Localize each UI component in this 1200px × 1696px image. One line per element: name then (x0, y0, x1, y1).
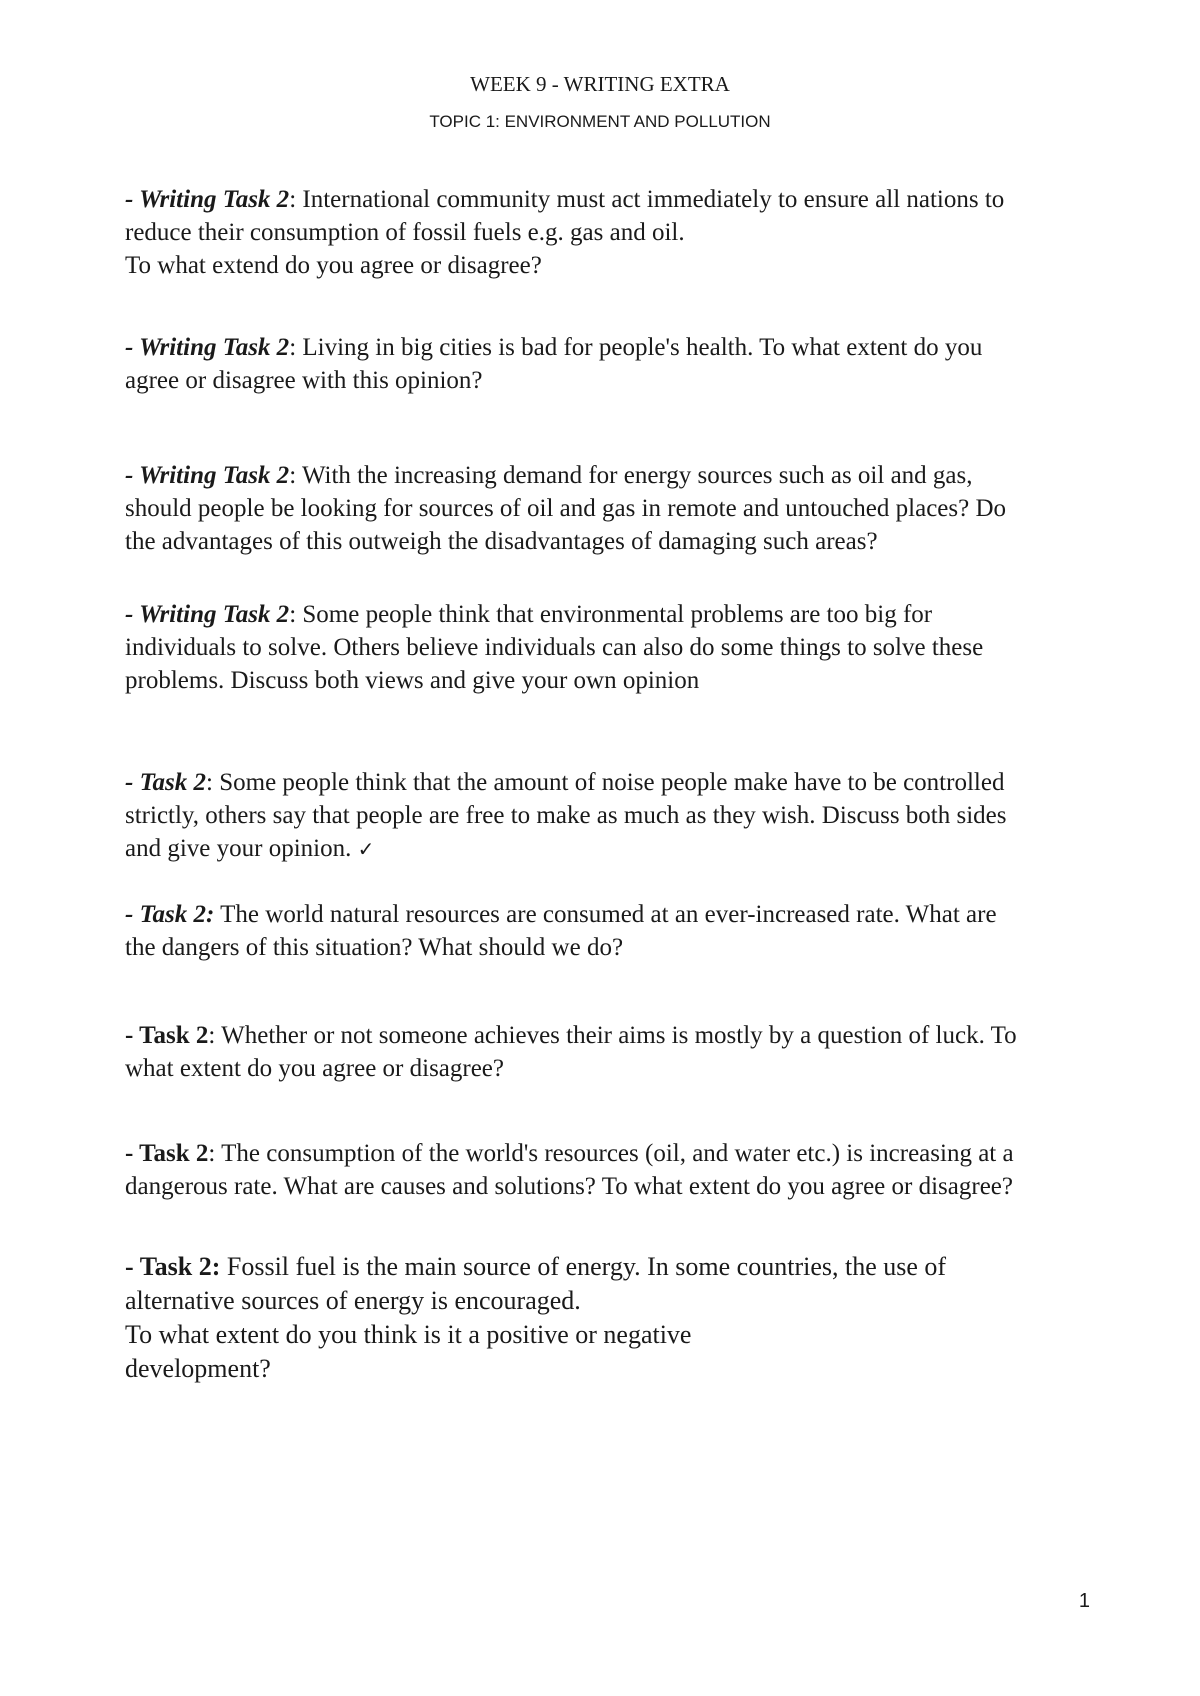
task-lead-separator: : (289, 186, 297, 213)
task-line: the advantages of this outweigh the disadvantages of damaging such areas? (125, 528, 878, 555)
task-text: Fossil fuel is the main source of energy. In some countries, the use of (220, 1252, 947, 1281)
task-line: alternative sources of energy is encouraged. (125, 1286, 581, 1315)
task-line: what extent do you agree or disagree? (125, 1055, 505, 1082)
task-line: individuals to solve. Others believe individuals can also do some things to solve these (125, 634, 984, 661)
task-line: dangerous rate. What are causes and solutions? To what extent do you agree or disagree? (125, 1173, 1013, 1200)
task-text: With the increasing demand for energy sources such as oil and gas, (296, 462, 973, 489)
task-text: The world natural resources are consumed at an ever-increased rate. What are (214, 901, 997, 928)
task-line: problems. Discuss both views and give your own opinion (125, 667, 700, 694)
writing-task-2 (125, 331, 1100, 397)
task-line (125, 898, 1100, 931)
task-line (125, 183, 1100, 216)
task-text: Living in big cities is bad for people's health. To what extent do you (296, 334, 983, 361)
check-mark-icon: ✓ (357, 837, 375, 861)
task-line (125, 766, 1100, 799)
task-lead-separator: : (206, 769, 213, 796)
writing-task-7 (125, 1019, 1100, 1085)
page-number: 1 (1078, 1590, 1090, 1612)
task-lead: - Writing Task 2 (125, 462, 290, 489)
task-line: strictly, others say that people are free to make as much as they wish. Discuss both sides (125, 802, 1007, 829)
page-subtitle: TOPIC 1: ENVIRONMENT AND POLLUTION (429, 112, 771, 131)
task-text: and give your opinion. (125, 835, 358, 862)
task-lead: - Task 2 (125, 1140, 209, 1167)
page-title: WEEK 9 - WRITING EXTRA (470, 72, 730, 96)
task-lead: - Task 2 (125, 1022, 209, 1049)
task-line (125, 459, 1100, 492)
task-lead: - Task 2: (125, 901, 215, 928)
task-lead-separator: : (289, 601, 297, 628)
task-line: To what extent do you think is it a positive or negative (125, 1320, 692, 1349)
task-line: development? (125, 1354, 271, 1383)
task-line: should people be looking for sources of oil and gas in remote and untouched places? Do (125, 495, 1007, 522)
task-text: International community must act immediately to ensure all nations to (296, 186, 1005, 213)
writing-task-3 (125, 459, 1100, 558)
task-line (125, 331, 1100, 364)
task-lead-separator: : (289, 462, 297, 489)
task-line: the dangers of this situation? What should we do? (125, 934, 624, 961)
task-line: agree or disagree with this opinion? (125, 367, 483, 394)
task-line (125, 598, 1100, 631)
task-lead: - Writing Task 2 (125, 334, 290, 361)
task-lead: - Task 2 (125, 769, 207, 796)
task-line: To what extend do you agree or disagree? (125, 252, 542, 279)
task-lead-separator: : (289, 334, 297, 361)
writing-task-8 (125, 1137, 1100, 1203)
writing-task-4 (125, 598, 1100, 697)
writing-task-1 (125, 183, 1100, 282)
task-line (125, 1019, 1100, 1052)
task-line (125, 1250, 1100, 1284)
task-lead-separator: : (208, 1140, 216, 1167)
task-text: Some people think that the amount of noise people make have to be controlled (212, 769, 1005, 796)
writing-task-9 (125, 1250, 1100, 1386)
writing-task-6 (125, 898, 1100, 964)
task-lead: - Writing Task 2 (125, 601, 290, 628)
task-lead-separator: : (208, 1022, 216, 1049)
task-text: Some people think that environmental problems are too big for (296, 601, 933, 628)
task-lead: - Writing Task 2 (125, 186, 290, 213)
task-text: The consumption of the world's resources (oil, and water etc.) is increasing at a (215, 1140, 1014, 1167)
task-text: Whether or not someone achieves their aims is mostly by a question of luck. To (215, 1022, 1017, 1049)
task-line (125, 1137, 1100, 1170)
writing-task-5 (125, 766, 1100, 866)
task-line: reduce their consumption of fossil fuels e.g. gas and oil. (125, 219, 685, 246)
task-lead: - Task 2: (125, 1252, 221, 1281)
task-line (125, 832, 1100, 866)
